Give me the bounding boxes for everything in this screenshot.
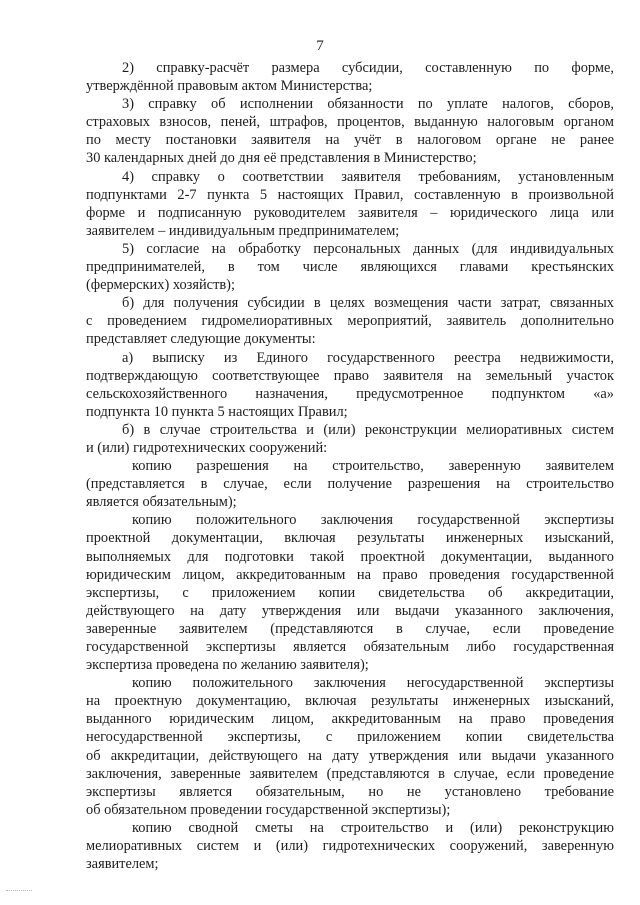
text-line: а) выписку из Единого государственного реестра недвижимости, — [122, 349, 614, 366]
text-line: мелиоративных систем и (или) гидротехнических сооружений, заверенную — [86, 838, 614, 855]
text-line: на проектную документацию, включая результаты инженерных изысканий, — [86, 693, 614, 710]
paragraph — [86, 294, 614, 348]
text-line: выполняемых для подготовки такой проектной документации, выданного — [86, 548, 614, 565]
text-line: заключения, заверенные заявителем (представляются в случае, если проведение — [86, 765, 614, 782]
text-line: копию разрешения на строительство, заверенную заявителем — [132, 458, 614, 475]
text-line: заявителем; — [86, 856, 159, 873]
text-line: 2) справку-расчёт размера субсидии, составленную по форме, — [122, 60, 614, 76]
text-line: 5) согласие на обработку персональных данных (для индивидуальных — [122, 240, 614, 257]
text-line: подпунктами 2-7 пункта 5 настоящих Правил, составленную в произвольной — [86, 186, 614, 203]
text-line: б) в случае строительства и (или) реконструкции мелиоративных систем — [122, 421, 614, 438]
text-line: (фермерских) хозяйств); — [86, 277, 235, 294]
text-line: б) для получения субсидии в целях возмещения части затрат, связанных — [122, 295, 614, 312]
text-line: подпункта 10 пункта 5 настоящих Правил; — [86, 403, 348, 420]
text-line: копию положительного заключения государственной экспертизы — [132, 512, 614, 529]
document-body — [86, 59, 614, 873]
text-line: подтверждающую соответствующее право заявителя на земельный участок — [86, 367, 614, 384]
text-line: заявителем – индивидуальным предпринимателем; — [86, 222, 400, 239]
text-line: выданного юридическим лицом, аккредитованным на право проведения — [86, 711, 614, 728]
text-line: об аккредитации, действующего на дату утверждения или выдачи указанного — [86, 747, 614, 764]
text-line: с проведением гидромелиоративных мероприятий, заявитель дополнительно — [86, 313, 614, 330]
text-line: предпринимателей, в том числе являющихся главами крестьянских — [86, 259, 614, 276]
paragraph — [86, 168, 614, 240]
paragraph — [86, 674, 614, 819]
text-line: экспертизы является обязательным, но не установлено требование — [86, 783, 614, 800]
text-line: сельскохозяйственного назначения, предусмотренное подпунктом «а» — [86, 385, 614, 402]
text-line: заверенные заявителем (представляются в случае, если проведение — [86, 620, 614, 637]
text-line: является обязательным); — [86, 494, 237, 511]
text-line: проектной документации, включая результаты инженерных изысканий, — [86, 530, 614, 547]
text-line: копию положительного заключения негосударственной экспертизы — [132, 675, 614, 692]
paragraph — [86, 457, 614, 511]
text-line: 30 календарных дней до дня её представления в Министерство; — [86, 150, 477, 167]
text-line: об обязательном проведении государственной экспертизы); — [86, 801, 451, 818]
paragraph — [86, 240, 614, 294]
text-line: действующего на дату утверждения или выдачи указанного заключения, — [86, 602, 614, 619]
text-line: и (или) гидротехнических сооружений: — [86, 439, 328, 456]
text-line: экспертиза проведена по желанию заявителя); — [86, 657, 369, 674]
text-line: (представляется в случае, если получение разрешения на строительство — [86, 476, 614, 493]
text-line: негосударственной экспертизы, с приложением копии свидетельства — [86, 729, 614, 746]
text-line: 4) справку о соответствии заявителя требованиям, установленным — [122, 168, 614, 185]
paragraph — [86, 59, 614, 95]
text-line: копию сводной сметы на строительство и (или) реконструкцию — [132, 819, 614, 836]
text-line: 3) справку об исполнении обязанности по уплате налогов, сборов, — [122, 96, 614, 113]
page-number: 7 — [316, 38, 324, 54]
paragraph — [86, 349, 614, 421]
paragraph — [86, 421, 614, 457]
text-line: утверждённой правовым актом Министерства; — [86, 78, 373, 95]
paragraph — [86, 95, 614, 167]
text-line: юридическим лицом, аккредитованным на право проведения государственной — [86, 566, 614, 583]
text-line: представляет следующие документы: — [86, 331, 316, 348]
text-line: экспертизы, с приложением копии свидетельства об аккредитации, — [86, 584, 614, 601]
paragraph — [86, 511, 614, 674]
text-line: государственной экспертизы является обязательным либо государственная — [86, 639, 614, 655]
paragraph — [86, 819, 614, 873]
text-line: по месту постановки заявителя на учёт в налоговом органе не ранее — [86, 132, 614, 149]
text-line: форме и подписанную руководителем заявителя – юридического лица или — [86, 204, 614, 221]
scan-mark — [6, 890, 32, 893]
text-line: страховых взносов, пеней, штрафов, процентов, выданную налоговым органом — [86, 114, 614, 131]
